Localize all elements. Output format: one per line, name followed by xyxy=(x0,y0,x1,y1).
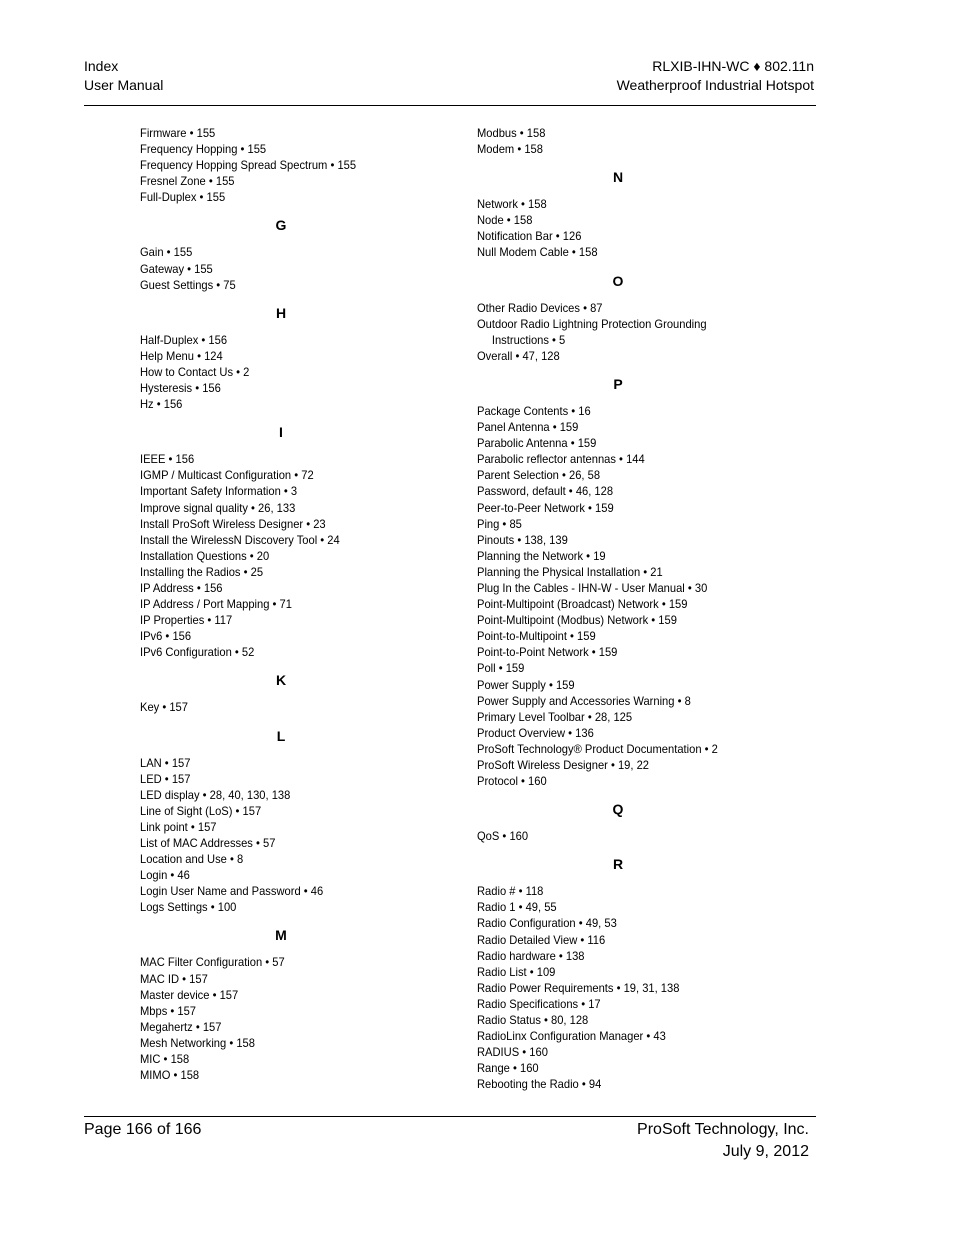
index-letter-heading: P xyxy=(613,375,623,392)
index-entry: Point-Multipoint (Modbus) Network • 159 xyxy=(477,613,677,628)
index-entry: Fresnel Zone • 155 xyxy=(140,174,235,189)
index-column-right xyxy=(477,125,759,1093)
index-entry: Gain • 155 xyxy=(140,245,193,260)
index-entry: Range • 160 xyxy=(477,1061,539,1076)
header-right xyxy=(617,57,814,95)
index-entry: Pinouts • 138, 139 xyxy=(477,532,568,547)
index-entry: Radio Configuration • 49, 53 xyxy=(477,916,617,931)
index-entry: Password, default • 46, 128 xyxy=(477,484,614,499)
index-entry: MIMO • 158 xyxy=(140,1068,200,1083)
index-entry: Plug In the Cables - IHN-W - User Manual • 30 xyxy=(477,580,708,595)
index-entry: Hz • 156 xyxy=(140,397,183,412)
index-entry: ProSoft Wireless Designer • 19, 22 xyxy=(477,758,650,772)
footer-divider xyxy=(84,1116,816,1117)
index-entry: Modem • 158 xyxy=(477,142,543,157)
page-number: Page 166 of 166 xyxy=(84,1121,202,1138)
index-entry: Line of Sight (LoS) • 157 xyxy=(140,803,262,818)
index-letter-heading: M xyxy=(275,927,287,944)
index-entry: Ping • 85 xyxy=(477,516,522,531)
index-entry: Important Safety Information • 3 xyxy=(140,484,298,499)
index-entry: Radio 1 • 49, 55 xyxy=(477,900,557,915)
index-entry: Primary Level Toolbar • 28, 125 xyxy=(477,709,633,724)
index-entry: Mesh Networking • 158 xyxy=(140,1035,255,1050)
publish-date: July 9, 2012 xyxy=(722,1143,809,1160)
index-entry: Point-to-Multipoint • 159 xyxy=(477,629,596,644)
index-entry: Overall • 47, 128 xyxy=(477,348,560,363)
index-entry: RadioLinx Configuration Manager • 43 xyxy=(477,1029,666,1044)
index-entry: Poll • 159 xyxy=(477,661,525,676)
index-entry: IGMP / Multicast Configuration • 72 xyxy=(140,468,314,483)
index-entry: Point-Multipoint (Broadcast) Network • 159 xyxy=(477,597,688,612)
index-letter-heading: N xyxy=(612,169,624,186)
index-entry: MAC ID • 157 xyxy=(140,971,208,986)
footer-right xyxy=(637,1119,809,1163)
index-entry: Node • 158 xyxy=(477,213,533,228)
index-entry: Install ProSoft Wireless Designer • 23 xyxy=(140,516,326,531)
index-entry: Gateway • 155 xyxy=(140,261,213,276)
index-entry: Notification Bar • 126 xyxy=(477,229,582,244)
index-letter-heading: G xyxy=(275,217,287,234)
company-name: ProSoft Technology, Inc. xyxy=(637,1121,809,1138)
index-entry: Instructions • 5 xyxy=(491,332,566,347)
index-entry: Peer-to-Peer Network • 159 xyxy=(477,500,614,515)
index-entry: List of MAC Addresses • 57 xyxy=(140,836,276,850)
index-entry: Radio Specifications • 17 xyxy=(477,996,601,1011)
index-letter-heading: K xyxy=(275,672,287,689)
index-entry: Megahertz • 157 xyxy=(140,1019,222,1034)
index-entry: Panel Antenna • 159 xyxy=(477,420,579,435)
index-entry: Location and Use • 8 xyxy=(140,852,244,867)
index-entry: Parabolic Antenna • 159 xyxy=(477,436,597,451)
index-entry: Planning the Network • 19 xyxy=(477,548,606,563)
index-entry: IP Properties • 117 xyxy=(140,613,233,628)
index-entry: Frequency Hopping • 155 xyxy=(140,142,267,157)
index-entry: Half-Duplex • 156 xyxy=(140,332,228,347)
index-entry: Radio Status • 80, 128 xyxy=(477,1013,589,1028)
manual-type: User Manual xyxy=(84,77,164,93)
index-entry: Master device • 157 xyxy=(140,987,239,1002)
index-entry: Protocol • 160 xyxy=(477,774,547,789)
index-entry: Product Overview • 136 xyxy=(477,725,594,740)
index-entry: Mbps • 157 xyxy=(140,1003,197,1018)
index-entry: Package Contents • 16 xyxy=(477,403,591,418)
footer-left xyxy=(84,1119,201,1141)
index-entry: Guest Settings • 75 xyxy=(140,277,236,292)
index-entry: Power Supply • 159 xyxy=(477,677,575,692)
index-entry: Improve signal quality • 26, 133 xyxy=(140,500,296,515)
index-entry: IPv6 Configuration • 52 xyxy=(140,645,255,660)
index-entry: Hysteresis • 156 xyxy=(140,381,221,396)
index-column-left xyxy=(140,125,422,1083)
index-entry: MIC • 158 xyxy=(140,1052,190,1067)
index-entry: Install the WirelessN Discovery Tool • 24 xyxy=(140,532,340,547)
index-entry: Rebooting the Radio • 94 xyxy=(477,1077,602,1092)
index-entry: QoS • 160 xyxy=(477,829,529,844)
index-entry: LAN • 157 xyxy=(140,755,191,770)
index-entry: RADIUS • 160 xyxy=(477,1045,548,1060)
index-entry: How to Contact Us • 2 xyxy=(140,364,250,379)
index-letter-heading: Q xyxy=(612,801,624,818)
index-entry: Parabolic reflector antennas • 144 xyxy=(477,452,645,467)
index-entry: Modbus • 158 xyxy=(477,126,546,140)
index-entry: Login • 46 xyxy=(140,868,190,883)
index-entry: LED display • 28, 40, 130, 138 xyxy=(140,787,291,802)
index-entry: Frequency Hopping Spread Spectrum • 155 xyxy=(140,158,357,173)
index-entry: Parent Selection • 26, 58 xyxy=(477,468,601,483)
header-divider xyxy=(84,105,816,106)
index-entry: Planning the Physical Installation • 21 xyxy=(477,564,663,579)
index-letter-heading: R xyxy=(612,856,624,873)
index-entry: Radio Power Requirements • 19, 31, 138 xyxy=(477,980,680,995)
index-entry: IPv6 • 156 xyxy=(140,629,192,644)
index-letter-heading: L xyxy=(276,727,286,744)
index-entry: Logs Settings • 100 xyxy=(140,900,237,915)
index-entry: Null Modem Cable • 158 xyxy=(477,245,598,260)
index-entry: Key • 157 xyxy=(140,700,188,715)
product-model: RLXIB-IHN-WC ♦ 802.11n xyxy=(652,58,814,74)
index-entry: Link point • 157 xyxy=(140,819,217,834)
index-entry: Radio List • 109 xyxy=(477,964,556,979)
index-entry: Help Menu • 124 xyxy=(140,348,223,363)
index-entry: Other Radio Devices • 87 xyxy=(477,300,603,315)
index-letter-heading: I xyxy=(279,424,283,441)
index-entry: ProSoft Technology® Product Documentation • 2 xyxy=(477,741,718,756)
index-entry: MAC Filter Configuration • 57 xyxy=(140,955,285,970)
index-entry: Installation Questions • 20 xyxy=(140,548,270,563)
index-entry: Power Supply and Accessories Warning • 8 xyxy=(477,693,691,708)
index-entry: IEEE • 156 xyxy=(140,452,195,467)
index-entry: Radio hardware • 138 xyxy=(477,948,585,963)
index-entry: Login User Name and Password • 46 xyxy=(140,884,324,899)
index-entry: IP Address • 156 xyxy=(140,580,223,595)
index-entry: Network • 158 xyxy=(477,197,547,212)
index-entry: Full-Duplex • 155 xyxy=(140,190,226,205)
index-entry: Firmware • 155 xyxy=(140,126,216,140)
index-entry: Point-to-Point Network • 159 xyxy=(477,645,618,660)
index-entry: IP Address / Port Mapping • 71 xyxy=(140,597,292,612)
index-letter-heading: H xyxy=(275,304,287,321)
index-entry: Radio Detailed View • 116 xyxy=(477,932,606,947)
header-left xyxy=(84,57,163,95)
product-name: Weatherproof Industrial Hotspot xyxy=(616,77,814,93)
index-entry: LED • 157 xyxy=(140,771,191,786)
index-entry: Installing the Radios • 25 xyxy=(140,564,264,579)
index-entry: Outdoor Radio Lightning Protection Grounding xyxy=(477,316,707,331)
section-title: Index xyxy=(84,58,119,74)
index-letter-heading: O xyxy=(612,272,624,289)
index-entry: Radio # • 118 xyxy=(477,884,544,899)
